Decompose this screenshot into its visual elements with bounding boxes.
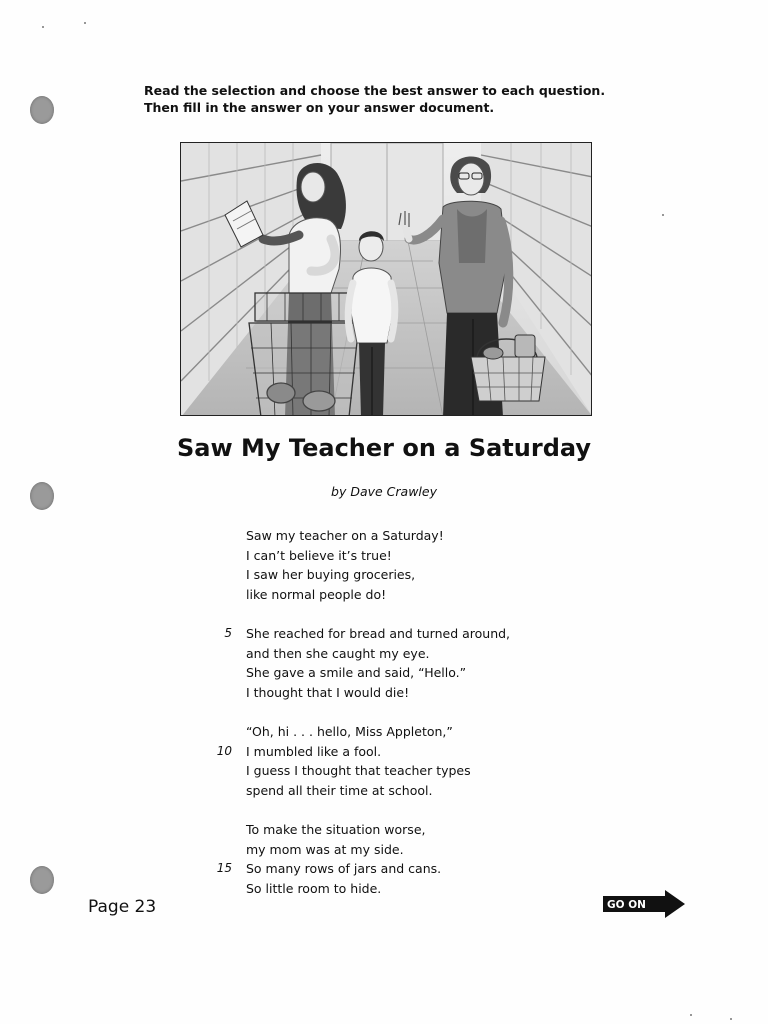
poem-line-text: To make the situation worse, — [246, 821, 426, 837]
poem-line — [246, 781, 666, 801]
poem-line — [246, 683, 666, 703]
story-byline: by Dave Crawley — [331, 484, 437, 499]
story-title: Saw My Teacher on a Saturday — [177, 434, 591, 462]
poem-line-text: spend all their time at school. — [246, 782, 433, 798]
poem-line — [246, 722, 666, 742]
line-number: 5 — [224, 625, 232, 640]
poem-line-text: I mumbled like a fool. — [246, 743, 382, 759]
paper-speck — [730, 1018, 732, 1020]
binder-hole-bottom — [30, 866, 54, 894]
instructions — [144, 82, 664, 116]
poem-line — [224, 624, 666, 644]
poem-line — [246, 565, 666, 585]
paper-speck — [662, 214, 664, 216]
paper-speck — [690, 1014, 692, 1016]
poem-stanza-4 — [216, 820, 666, 898]
poem-line-text: I can’t believe it’s true! — [246, 547, 392, 563]
poem-line-text: She reached for bread and turned around, — [246, 625, 511, 641]
line-number: 15 — [216, 861, 232, 876]
poem-stanza-3 — [216, 722, 666, 800]
instructions-line-2: Then fill in the answer on your answer document. — [144, 100, 495, 115]
poem-stanza-1 — [246, 526, 666, 604]
poem-line — [246, 840, 666, 860]
poem-line — [246, 585, 666, 605]
poem-line-text: and then she caught my eye. — [246, 645, 430, 661]
poem-line — [246, 663, 666, 683]
go-on-arrow-icon — [603, 890, 685, 918]
poem-line — [246, 546, 666, 566]
go-on-label: GO ON — [607, 899, 646, 911]
poem-line-text: I thought that I would die! — [246, 684, 410, 700]
poem — [216, 526, 666, 898]
paper-speck — [84, 22, 86, 24]
binder-hole-top — [30, 96, 54, 124]
poem-line — [216, 859, 666, 879]
poem-line — [246, 526, 666, 546]
poem-line-text: Saw my teacher on a Saturday! — [246, 528, 444, 543]
poem-line — [216, 742, 666, 762]
poem-line — [246, 644, 666, 664]
poem-line-text: like normal people do! — [246, 586, 387, 602]
poem-line-text: So many rows of jars and cans. — [246, 861, 442, 877]
poem-line — [246, 761, 666, 781]
instructions-line-1: Read the selection and choose the best answer to each question. — [144, 83, 606, 98]
poem-stanza-2 — [224, 624, 666, 702]
poem-line-text: my mom was at my side. — [246, 841, 404, 857]
poem-line — [246, 820, 666, 840]
poem-line-text: She gave a smile and said, “Hello.” — [246, 665, 467, 681]
poem-line-text: I saw her buying groceries, — [246, 567, 416, 583]
poem-line-text: I guess I thought that teacher types — [246, 763, 471, 779]
paper-speck — [42, 26, 44, 28]
grocery-store-illustration — [180, 142, 592, 416]
page-number: Page 23 — [88, 897, 157, 917]
line-number: 10 — [216, 743, 232, 758]
poem-line-text: “Oh, hi . . . hello, Miss Appleton,” — [246, 723, 453, 739]
poem-line-text: So little room to hide. — [246, 880, 382, 896]
